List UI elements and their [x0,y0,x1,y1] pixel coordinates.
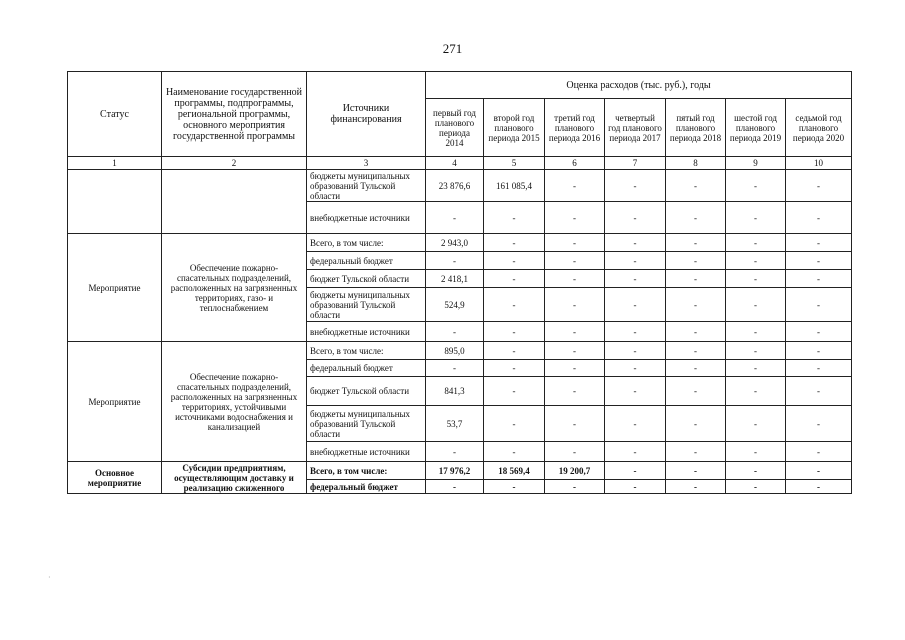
value-cell: - [545,406,605,442]
source-cell: бюджет Тульской области [307,377,426,406]
header-year: первый год планового периода 2014 [426,99,484,157]
value-cell: - [726,270,786,288]
value-cell: - [786,360,852,377]
value-cell: - [484,342,545,360]
table-body [68,72,852,494]
status-cell: Мероприятие [68,342,162,462]
value-cell: - [484,322,545,342]
value-cell: - [666,252,726,270]
value-cell: - [545,480,605,494]
column-number: 6 [545,157,605,170]
header-status: Статус [68,72,162,157]
header-year: второй год планового периода 2015 [484,99,545,157]
source-cell: внебюджетные источники [307,322,426,342]
value-cell: - [605,462,666,480]
value-cell: - [426,322,484,342]
value-cell: - [666,202,726,234]
value-cell: - [726,442,786,462]
value-cell: 841,3 [426,377,484,406]
value-cell: - [786,342,852,360]
source-cell: внебюджетные источники [307,442,426,462]
value-cell: - [666,234,726,252]
value-cell: - [484,202,545,234]
value-cell: - [545,360,605,377]
value-cell: 2 418,1 [426,270,484,288]
value-cell: - [666,288,726,322]
value-cell: - [726,342,786,360]
value-cell: - [605,202,666,234]
value-cell: - [726,202,786,234]
column-number-row [68,157,852,170]
value-cell: - [786,252,852,270]
name-cell: Субсидии предприятиям, осуществляющим доставку и реализацию сжиженного [162,462,307,494]
value-cell: - [545,377,605,406]
header-year: третий год планового периода 2016 [545,99,605,157]
value-cell: - [484,270,545,288]
value-cell: - [786,322,852,342]
value-cell: - [666,342,726,360]
value-cell: - [666,270,726,288]
source-cell: Всего, в том числе: [307,342,426,360]
value-cell: - [786,462,852,480]
value-cell: - [484,360,545,377]
value-cell: 53,7 [426,406,484,442]
value-cell: - [426,480,484,494]
source-cell: бюджет Тульской области [307,270,426,288]
value-cell: - [786,377,852,406]
value-cell: - [786,406,852,442]
value-cell: - [484,442,545,462]
header-year: шестой год планового периода 2019 [726,99,786,157]
value-cell: - [484,480,545,494]
source-cell: Всего, в том числе: [307,462,426,480]
name-cell: Обеспечение пожарно-спасательных подразделений, расположенных на загрязненных территориях, устойчивыми источниками водоснабжения и канализацией [162,342,307,462]
source-cell: бюджеты муниципальных образований Тульской области [307,170,426,202]
value-cell: - [545,442,605,462]
value-cell: - [545,252,605,270]
value-cell: 524,9 [426,288,484,322]
value-cell: 23 876,6 [426,170,484,202]
value-cell: - [545,234,605,252]
table-row [68,342,852,360]
value-cell: - [484,288,545,322]
column-number: 3 [307,157,426,170]
value-cell: - [605,360,666,377]
value-cell: - [605,406,666,442]
value-cell: - [786,442,852,462]
value-cell: - [666,462,726,480]
value-cell: - [605,270,666,288]
value-cell: - [545,288,605,322]
value-cell: - [666,360,726,377]
value-cell: - [666,442,726,462]
header-year: пятый год планового периода 2018 [666,99,726,157]
header-costs: Оценка расходов (тыс. руб.), годы [426,72,852,99]
value-cell: - [726,480,786,494]
value-cell: 19 200,7 [545,462,605,480]
column-number: 5 [484,157,545,170]
status-cell: Основное мероприятие [68,462,162,494]
value-cell: - [426,442,484,462]
page-number: 271 [442,41,463,56]
source-cell: бюджеты муниципальных образований Тульской области [307,288,426,322]
value-cell: - [726,170,786,202]
value-cell: - [666,170,726,202]
header-row [68,72,852,99]
value-cell: - [726,322,786,342]
value-cell: - [726,377,786,406]
table-row [68,234,852,252]
value-cell: - [605,377,666,406]
value-cell: - [545,270,605,288]
source-cell: внебюджетные источники [307,202,426,234]
value-cell: - [786,202,852,234]
value-cell: 161 085,4 [484,170,545,202]
value-cell: - [605,234,666,252]
status-cell: Мероприятие [68,234,162,342]
header-year: седьмой год планового периода 2020 [786,99,852,157]
scan-mark: · [48,573,51,582]
source-cell: бюджеты муниципальных образований Тульской области [307,406,426,442]
value-cell: - [726,360,786,377]
value-cell: - [426,202,484,234]
value-cell: - [786,234,852,252]
source-cell: федеральный бюджет [307,360,426,377]
value-cell: - [666,322,726,342]
status-cell [68,170,162,234]
value-cell: - [726,406,786,442]
value-cell: 18 569,4 [484,462,545,480]
value-cell: - [605,170,666,202]
column-number: 2 [162,157,307,170]
value-cell: - [545,202,605,234]
value-cell: - [786,170,852,202]
value-cell: 2 943,0 [426,234,484,252]
value-cell: - [605,442,666,462]
value-cell: - [545,322,605,342]
value-cell: - [484,406,545,442]
budget-table [67,71,852,494]
source-cell: Всего, в том числе: [307,234,426,252]
value-cell: - [726,234,786,252]
header-year: четвертый год планового периода 2017 [605,99,666,157]
value-cell: - [726,288,786,322]
table-row [68,170,852,202]
value-cell: - [726,252,786,270]
value-cell: - [545,170,605,202]
name-cell: Обеспечение пожарно-спасательных подразделений, расположенных на загрязненных территориях, газо- и теплоснабжением [162,234,307,342]
value-cell: - [666,480,726,494]
value-cell: - [605,252,666,270]
value-cell: - [786,270,852,288]
value-cell: 895,0 [426,342,484,360]
value-cell: - [484,234,545,252]
column-number: 7 [605,157,666,170]
column-number: 9 [726,157,786,170]
value-cell: - [484,377,545,406]
column-number: 4 [426,157,484,170]
value-cell: - [605,322,666,342]
value-cell: 17 976,2 [426,462,484,480]
value-cell: - [426,360,484,377]
value-cell: - [786,288,852,322]
source-cell: федеральный бюджет [307,480,426,494]
value-cell: - [666,406,726,442]
header-sources: Источники финансирования [307,72,426,157]
value-cell: - [726,462,786,480]
value-cell: - [426,252,484,270]
header-name: Наименование государственной программы, подпрограммы, региональной программы, основного мероприятия государственной программы [162,72,307,157]
value-cell: - [786,480,852,494]
value-cell: - [605,288,666,322]
column-number: 10 [786,157,852,170]
value-cell: - [605,342,666,360]
value-cell: - [484,252,545,270]
value-cell: - [666,377,726,406]
column-number: 1 [68,157,162,170]
table-row [68,462,852,480]
name-cell [162,170,307,234]
value-cell: - [545,342,605,360]
source-cell: федеральный бюджет [307,252,426,270]
column-number: 8 [666,157,726,170]
value-cell: - [605,480,666,494]
